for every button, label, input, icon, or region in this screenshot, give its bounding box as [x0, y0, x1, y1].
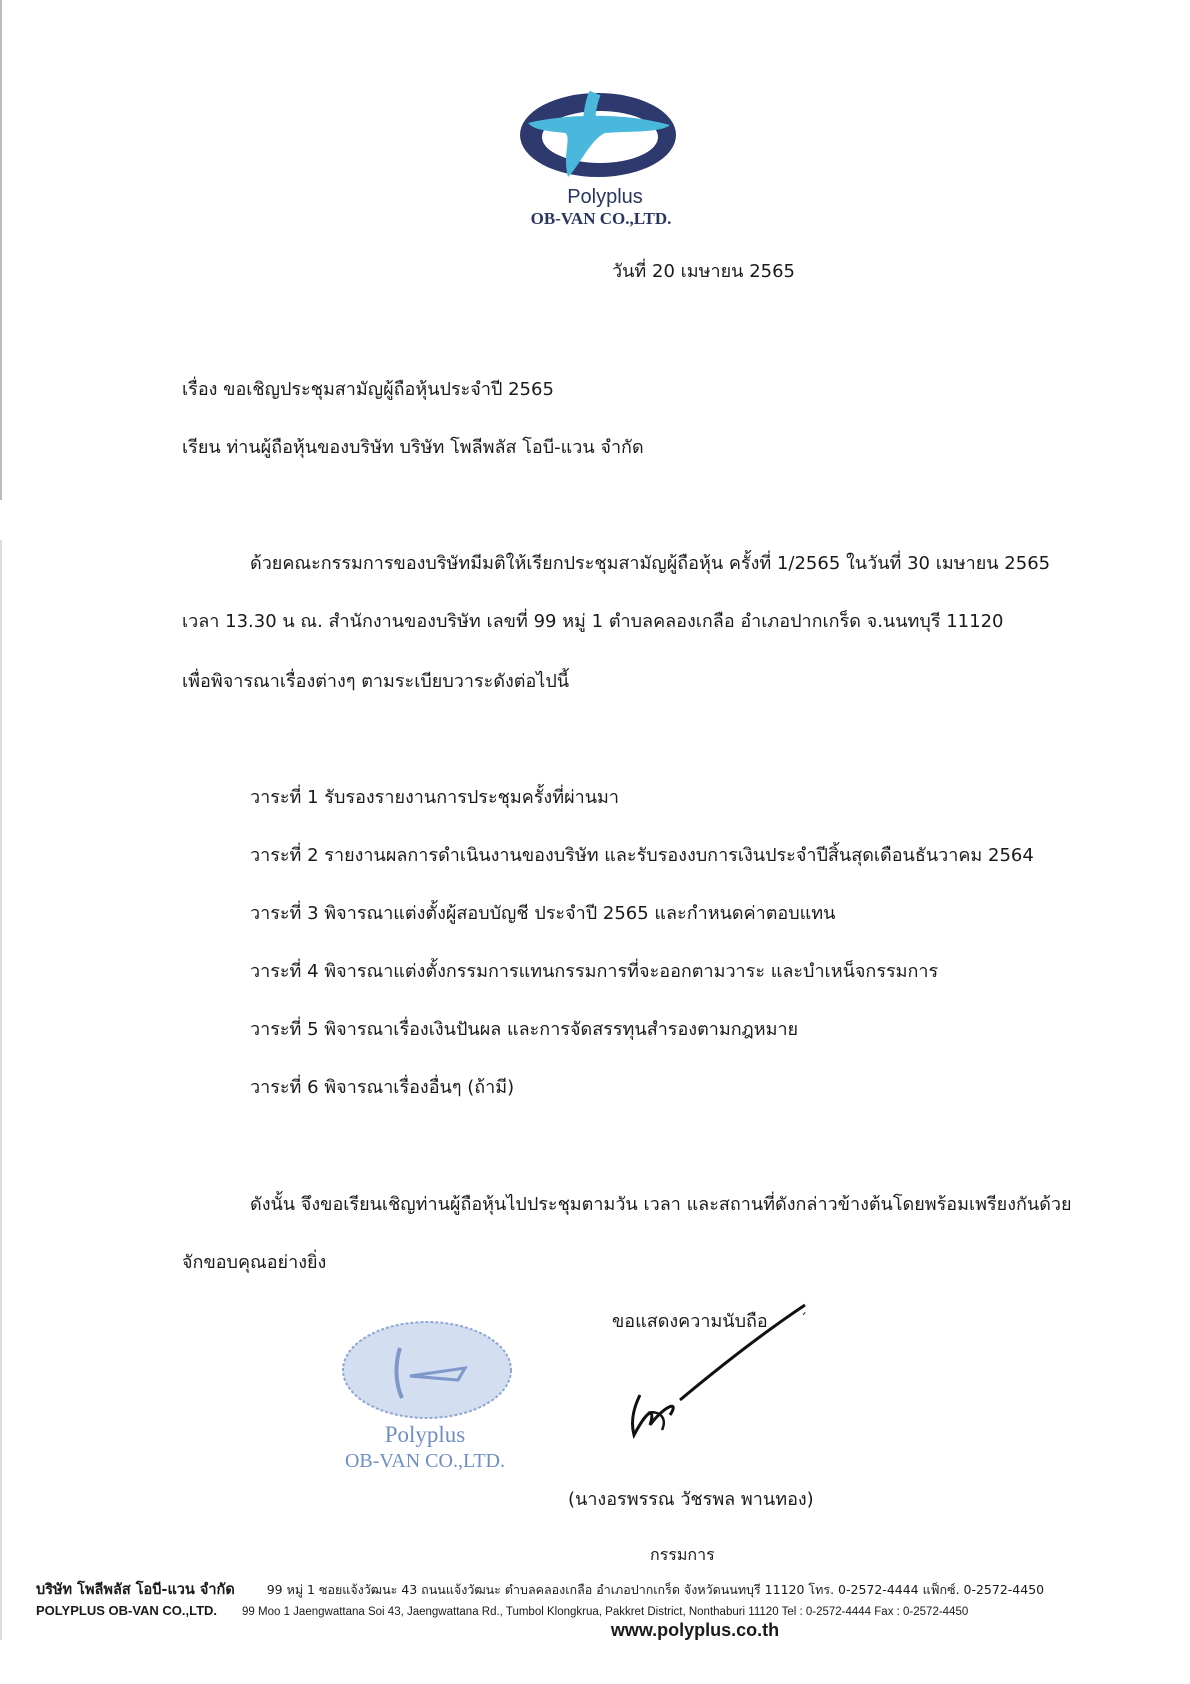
decorative-mark: ˊ	[800, 1312, 807, 1328]
body-line-1: ด้วยคณะกรรมการของบริษัทมีมติให้เรียกประชุมสามัญผู้ถือหุ้น ครั้งที่ 1/2565 ในวันที่ 30 เมษายน 2565	[250, 553, 1051, 574]
footer-english	[36, 1603, 968, 1618]
footer-thai	[36, 1578, 1044, 1601]
page-edge-mark	[0, 0, 2, 500]
signature-salutation: ขอแสดงความนับถือ	[612, 1311, 768, 1332]
signer-title: กรรมการ	[650, 1545, 715, 1564]
company-stamp-icon	[340, 1318, 515, 1423]
agenda-item: วาระที่ 4 พิจารณาแต่งตั้งกรรมการแทนกรรมการที่จะออกตามวาระ และบำเหน็จกรรมการ	[250, 961, 939, 982]
document-subject: เรื่อง ขอเชิญประชุมสามัญผู้ถือหุ้นประจำปี 2565	[182, 379, 554, 400]
logo-name: Polyplus	[567, 186, 643, 208]
body-line-3: เพื่อพิจารณาเรื่องต่างๆ ตามระเบียบวาระดังต่อไปนี้	[182, 671, 570, 692]
logo-company: OB-VAN CO.,LTD.	[530, 209, 672, 228]
agenda-item: วาระที่ 5 พิจารณาเรื่องเงินปันผล และการจัดสรรทุนสำรองตามกฎหมาย	[250, 1019, 799, 1040]
stamp-company: OB-VAN CO.,LTD.	[344, 1450, 506, 1472]
stamp-name: Polyplus	[384, 1422, 466, 1447]
footer-address-th: 99 หมู่ 1 ซอยแจ้งวัฒนะ 43 ถนนแจ้งวัฒนะ ตำบลคลองเกลือ อำเภอปากเกร็ด จังหวัดนนทบุรี 11120 โทร. 0-2572-4444 แฟ็กซ์. 0-2572-4450	[266, 1582, 1045, 1597]
document-date: วันที่ 20 เมษายน 2565	[612, 261, 795, 282]
body-line-2: เวลา 13.30 น ณ. สำนักงานของบริษัท เลขที่ 99 หมู่ 1 ตำบลคลองเกลือ อำเภอปากเกร็ด จ.นนทบุรี 11120	[182, 611, 1004, 632]
signature-icon	[610, 1295, 810, 1445]
company-logo-icon	[510, 85, 690, 185]
agenda-item: วาระที่ 3 พิจารณาแต่งตั้งผู้สอบบัญชี ประจำปี 2565 และกำหนดค่าตอบแทน	[250, 903, 836, 924]
page-edge-mark	[0, 540, 2, 1640]
document-recipient: เรียน ท่านผู้ถือหุ้นของบริษัท บริษัท โพลีพลัส โอบี-แวน จำกัด	[182, 437, 644, 458]
footer-address-en: 99 Moo 1 Jaengwattana Soi 43, Jaengwattana Rd., Tumbol Klongkrua, Pakkret District, Nonthaburi 11120 Tel : 0-2572-4444 Fax : 0-2572-4450	[242, 1606, 969, 1618]
closing-line-1: ดังนั้น จึงขอเรียนเชิญท่านผู้ถือหุ้นไปประชุมตามวัน เวลา และสถานที่ดังกล่าวข้างต้นโดยพร้อมเพรียงกันด้วย	[250, 1194, 1072, 1215]
footer-website[interactable]: www.polyplus.co.th	[610, 1620, 780, 1640]
footer-company-th: บริษัท โพลีพลัส โอบี-แวน จำกัด	[36, 1582, 235, 1598]
signer-name: (นางอรพรรณ วัชรพล พานทอง)	[568, 1489, 814, 1510]
agenda-item: วาระที่ 1 รับรองรายงานการประชุมครั้งที่ผ่านมา	[250, 787, 620, 808]
closing-line-2: จักขอบคุณอย่างยิ่ง	[182, 1252, 327, 1273]
agenda-item: วาระที่ 2 รายงานผลการดำเนินงานของบริษัท และรับรองงบการเงินประจำปีสิ้นสุดเดือนธันวาคม 2564	[250, 845, 1034, 866]
footer-company-en: POLYPLUS OB-VAN CO.,LTD.	[36, 1603, 218, 1618]
agenda-item: วาระที่ 6 พิจารณาเรื่องอื่นๆ (ถ้ามี)	[250, 1077, 515, 1098]
